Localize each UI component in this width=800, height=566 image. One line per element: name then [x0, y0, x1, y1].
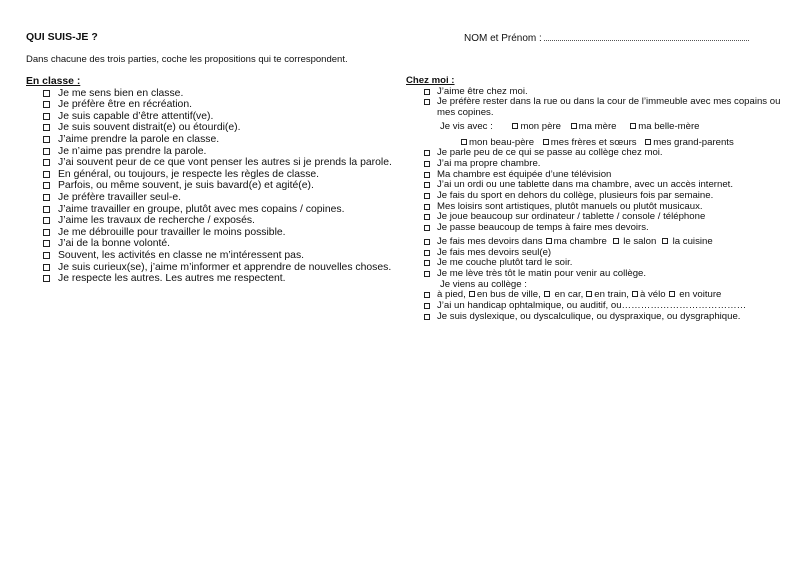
list-item: J’aime les travaux de recherche / exposés. [26, 215, 396, 227]
list-item: Je fais mes devoirs seul(e) [406, 248, 786, 259]
college-label: Je viens au collège : [440, 278, 527, 290]
checkbox[interactable] [424, 150, 430, 156]
list-item: Je préfère travailler seul-e. [26, 192, 396, 204]
checkbox[interactable] [424, 214, 430, 220]
checkbox[interactable] [43, 206, 50, 213]
list-item: Je me lève très tôt le matin pour venir au collège. [406, 269, 786, 280]
checkbox[interactable] [43, 275, 50, 282]
checklist [406, 87, 786, 119]
list-item: J’ai un ordi ou une tablette dans ma chambre, avec un accès internet. [406, 180, 786, 191]
name-line[interactable] [544, 31, 749, 41]
checkbox[interactable] [43, 159, 50, 166]
instructions: Dans chacune des trois parties, coche les propositions qui te correspondent. [26, 54, 348, 65]
checkbox[interactable] [461, 139, 467, 145]
checkbox[interactable] [424, 161, 430, 167]
section-heading: Chez moi : [406, 75, 455, 86]
checkbox[interactable] [43, 240, 50, 247]
homework-place-label: Je fais mes devoirs dans [437, 235, 543, 247]
list-item: J’ai un handicap ophtalmique, ou auditif, ou………………………………… [406, 301, 786, 312]
section-heading: En classe : [26, 76, 81, 87]
list-item: Parfois, ou même souvent, je suis bavard(e) et agité(e). [26, 180, 396, 192]
list-item: Je me sens bien en classe. [26, 88, 396, 100]
section-chez-moi [406, 76, 786, 322]
checkbox[interactable] [43, 229, 50, 236]
list-item: Je n’aime pas prendre la parole. [26, 146, 396, 158]
list-item: Je suis dyslexique, ou dyscalculique, ou dyspraxique, ou dysgraphique. [406, 312, 786, 323]
checkbox[interactable] [544, 291, 550, 297]
checkbox[interactable] [43, 182, 50, 189]
checkbox[interactable] [469, 291, 475, 297]
checkbox[interactable] [43, 101, 50, 108]
list-item: Ma chambre est équipée d’une télévision [406, 170, 786, 181]
list-item: Je respecte les autres. Les autres me respectent. [26, 273, 396, 285]
list-item: Je passe beaucoup de temps à faire mes devoirs. [406, 223, 786, 234]
checkbox[interactable] [424, 172, 430, 178]
checkbox[interactable] [424, 271, 430, 277]
lives-with-label: Je vis avec : [440, 120, 493, 132]
name-label: NOM et Prénom : [464, 33, 542, 44]
lives-with-row-2: mon beau-père mes frères et sœurs mes grand-parents [406, 138, 786, 149]
checkbox[interactable] [613, 238, 619, 244]
list-item: J’aime prendre la parole en classe. [26, 134, 396, 146]
checkbox[interactable] [424, 193, 430, 199]
list-item: Je me couche plutôt tard le soir. [406, 258, 786, 269]
checkbox[interactable] [424, 239, 430, 245]
checkbox[interactable] [424, 250, 430, 256]
checkbox[interactable] [424, 204, 430, 210]
list-item: Je fais mes devoirs dans ma chambre le salon la cuisine [406, 237, 786, 248]
page-title: QUI SUIS-JE ? [26, 31, 98, 43]
list-item: En général, ou toujours, je respecte les règles de classe. [26, 169, 396, 181]
checkbox[interactable] [43, 264, 50, 271]
list-item: J’ai ma propre chambre. [406, 159, 786, 170]
checkbox[interactable] [586, 291, 592, 297]
checkbox[interactable] [424, 260, 430, 266]
checkbox[interactable] [43, 252, 50, 259]
checkbox[interactable] [645, 139, 651, 145]
checkbox[interactable] [424, 292, 430, 298]
checkbox[interactable] [43, 148, 50, 155]
checkbox[interactable] [43, 171, 50, 178]
list-item: J’ai de la bonne volonté. [26, 238, 396, 250]
checkbox[interactable] [630, 123, 636, 129]
checkbox[interactable] [571, 123, 577, 129]
checkbox[interactable] [43, 113, 50, 120]
checkbox[interactable] [43, 194, 50, 201]
checkbox[interactable] [424, 99, 430, 105]
checkbox[interactable] [43, 124, 50, 131]
checkbox[interactable] [632, 291, 638, 297]
list-item: Je suis capable d’être attentif(ve). [26, 111, 396, 123]
checkbox[interactable] [424, 89, 430, 95]
list-item: à pied, en bus de ville, en car, en train, à vélo en voiture [406, 290, 786, 301]
list-item: Je me débrouille pour travailler le moins possible. [26, 227, 396, 239]
list-item: Je fais du sport en dehors du collège, plusieurs fois par semaine. [406, 191, 786, 202]
checkbox[interactable] [424, 182, 430, 188]
list-item: Je suis souvent distrait(e) ou étourdi(e). [26, 122, 396, 134]
lives-with-row: Je vis avec : mon père ma mère ma belle-mère [440, 120, 700, 132]
list-item: Je joue beaucoup sur ordinateur / tablette / console / téléphone [406, 212, 786, 223]
list-item: J’aime travailler en groupe, plutôt avec mes copains / copines. [26, 204, 396, 216]
checkbox[interactable] [546, 238, 552, 244]
checklist [406, 237, 786, 280]
checkbox[interactable] [43, 136, 50, 143]
checklist [406, 148, 786, 234]
list-item: Mes loisirs sont artistiques, plutôt manuels ou plutôt musicaux. [406, 202, 786, 213]
checkbox[interactable] [424, 225, 430, 231]
name-field[interactable] [464, 31, 749, 44]
checklist [406, 290, 786, 322]
checkbox[interactable] [43, 217, 50, 224]
list-item: Je suis curieux(se), j’aime m’informer et apprendre de nouvelles choses. [26, 262, 396, 274]
checkbox[interactable] [662, 238, 668, 244]
list-item: Je préfère rester dans la rue ou dans la cour de l’immeuble avec mes copains ou mes copines. [406, 97, 786, 118]
list-item: Je préfère être en récréation. [26, 99, 396, 111]
checkbox[interactable] [424, 303, 430, 309]
checklist [26, 88, 396, 285]
list-item: J’aime être chez moi. [406, 87, 786, 98]
checkbox[interactable] [424, 314, 430, 320]
checkbox[interactable] [512, 123, 518, 129]
checkbox[interactable] [669, 291, 675, 297]
checkbox[interactable] [43, 90, 50, 97]
list-item: Je parle peu de ce qui se passe au collège chez moi. [406, 148, 786, 159]
list-item: Souvent, les activités en classe ne m’intéressent pas. [26, 250, 396, 262]
list-item: J’ai souvent peur de ce que vont penser les autres si je prends la parole. [26, 157, 396, 169]
section-en-classe [26, 76, 396, 285]
checkbox[interactable] [543, 139, 549, 145]
